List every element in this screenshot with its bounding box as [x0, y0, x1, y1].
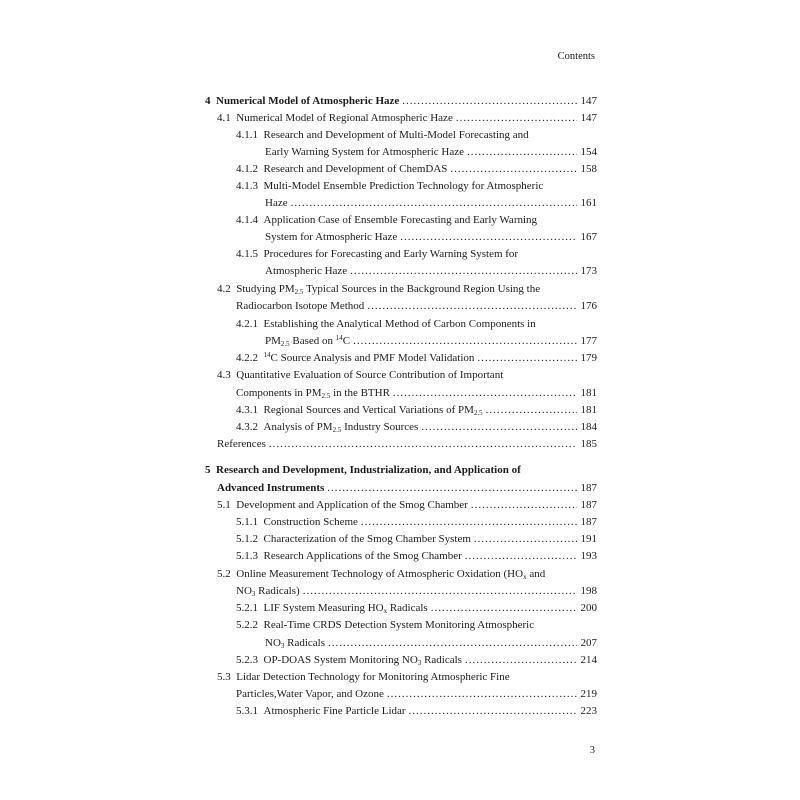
toc-entry[interactable] [236, 246, 597, 262]
toc-page: 187 [580, 499, 597, 511]
toc-entry-continuation[interactable] [265, 333, 597, 349]
toc-title: Radiocarbon Isotope Method [236, 300, 365, 312]
toc-title: Characterization of the Smog Chamber System [263, 533, 471, 545]
leader-dots [387, 686, 577, 702]
toc-entry-continuation[interactable] [217, 480, 597, 496]
leader-dots [465, 652, 577, 668]
toc-page: 185 [580, 438, 597, 450]
toc-entry[interactable] [236, 402, 597, 418]
toc-number: 4.3.2 [236, 421, 258, 433]
toc-number: 5.1.3 [236, 550, 258, 562]
page-number: 3 [589, 745, 595, 756]
toc-number: 4.1.5 [236, 248, 258, 260]
toc-entry[interactable] [217, 497, 597, 513]
toc-title: Atmospheric Fine Particle Lidar [263, 705, 406, 717]
leader-dots [402, 93, 576, 109]
leader-dots [486, 402, 577, 418]
toc-entry[interactable] [236, 548, 597, 564]
toc-page: 193 [580, 550, 597, 562]
toc-number: 4.2 [217, 283, 231, 295]
toc-title: Components in $PM_{2.5}$ in the BTHR [236, 387, 390, 400]
toc-entry[interactable] [236, 350, 597, 366]
toc-number: 4.1.3 [236, 180, 258, 192]
toc-page: 179 [580, 352, 597, 364]
leader-dots [361, 514, 577, 530]
leader-dots [421, 419, 576, 435]
leader-dots [400, 229, 576, 245]
leader-dots [467, 144, 577, 160]
leader-dots [269, 436, 577, 452]
toc-title: Numerical Model of Regional Atmospheric Haze [236, 112, 453, 124]
toc-entry-continuation[interactable] [236, 583, 597, 599]
toc-page: 147 [580, 112, 597, 124]
toc-number: 4.3.1 [236, 404, 258, 416]
leader-dots [393, 385, 577, 401]
toc-page: 173 [580, 265, 597, 277]
toc-number: 5.1 [217, 499, 231, 511]
toc-title: Particles,Water Vapor, and Ozone [236, 688, 384, 700]
toc-number: 5.1.1 [236, 516, 258, 528]
toc-title: System for Atmospheric Haze [265, 231, 398, 243]
toc-entry-continuation[interactable] [236, 385, 597, 401]
toc-title: References [217, 438, 266, 450]
toc-page: 181 [580, 387, 597, 399]
toc-title: Haze [265, 197, 288, 209]
toc-entry[interactable] [236, 178, 597, 194]
toc-entry[interactable] [205, 462, 597, 478]
toc-title: $^{14}$C Source Analysis and PMF Model Validation [263, 351, 475, 364]
toc-title: Multi-Model Ensemble Prediction Technology for Atmospheric [263, 180, 544, 192]
toc-page: 191 [580, 533, 597, 545]
toc-entry[interactable] [217, 566, 597, 582]
toc-title: Studying $PM_{2.5}$ Typical Sources in the Background Region Using the [236, 283, 541, 296]
toc-title: Application Case of Ensemble Forecasting and Early Warning [263, 214, 538, 226]
toc-entry[interactable] [236, 212, 597, 228]
toc-page: 187 [580, 516, 597, 528]
toc-title: Construction Scheme [263, 516, 358, 528]
toc-page: 181 [580, 404, 597, 416]
toc-title: Early Warning System for Atmospheric Haze [265, 146, 464, 158]
toc-number: 5 [205, 464, 211, 476]
toc-page: 223 [580, 705, 597, 717]
toc-entry[interactable] [217, 110, 597, 126]
toc-title: OP-DOAS System Monitoring $NO_3$ Radicals [263, 654, 462, 667]
leader-dots [350, 263, 576, 279]
toc-entry[interactable] [236, 514, 597, 530]
toc-title: Research Applications of the Smog Chamber [263, 550, 462, 562]
toc-entry[interactable] [236, 600, 597, 616]
toc-entry[interactable] [217, 281, 597, 297]
toc-title: Procedures for Forecasting and Early Warning System for [263, 248, 519, 260]
toc-entry[interactable] [205, 93, 597, 109]
toc-title: Online Measurement Technology of Atmospheric Oxidation ($HO_x$ and [236, 568, 546, 581]
toc-number: 4.1.4 [236, 214, 258, 226]
toc-title: $NO_3$ Radicals) [236, 585, 300, 598]
toc-page: 158 [580, 163, 597, 175]
toc-page: 184 [580, 421, 597, 433]
toc-title: Development and Application of the Smog Chamber [236, 499, 468, 511]
toc-entry[interactable] [217, 367, 597, 383]
toc-title: Establishing the Analytical Method of Carbon Components in [263, 318, 536, 330]
toc-page: 187 [580, 482, 597, 494]
toc-page: 177 [580, 335, 597, 347]
toc-page: 147 [580, 95, 597, 107]
toc-title: Quantitative Evaluation of Source Contribution of Important [236, 369, 504, 381]
leader-dots [291, 195, 577, 211]
toc-entry-continuation[interactable] [265, 229, 597, 245]
toc-entry[interactable] [236, 161, 597, 177]
toc-entry-continuation[interactable] [236, 298, 597, 314]
leader-dots [471, 497, 577, 513]
toc-number: 5.3 [217, 671, 231, 683]
toc-number: 4.2.2 [236, 352, 258, 364]
toc-title: Research and Development of ChemDAS [263, 163, 448, 175]
toc-title: Lidar Detection Technology for Monitoring Atmospheric Fine [236, 671, 510, 683]
toc-number: 4.1.2 [236, 163, 258, 175]
toc-entry-continuation[interactable] [265, 635, 597, 651]
toc-title: Research and Development, Industrialization, and Application of [216, 464, 521, 476]
toc-title: LIF System Measuring $HO_x$ Radicals [263, 602, 428, 615]
toc-entry-continuation[interactable] [265, 195, 597, 211]
toc-title: Analysis of $PM_{2.5}$ Industry Sources [263, 421, 419, 434]
toc-entry-continuation[interactable] [265, 263, 597, 279]
toc-title: Real-Time CRDS Detection System Monitoring Atmospheric [263, 619, 535, 631]
leader-dots [465, 548, 577, 564]
toc-number: 4.3 [217, 369, 231, 381]
toc-page: 198 [580, 585, 597, 597]
toc-entry[interactable] [236, 419, 597, 435]
leader-dots [353, 333, 576, 349]
leader-dots [327, 480, 576, 496]
toc-title: Regional Sources and Vertical Variations of $PM_{2.5}$ [263, 404, 483, 417]
leader-dots [367, 298, 576, 314]
toc-number: 4.2.1 [236, 318, 258, 330]
toc-number: 4.1.1 [236, 129, 258, 141]
toc-title: $PM_{2.5}$ Based on $^{14}$C [265, 334, 351, 348]
leader-dots [474, 531, 577, 547]
toc-title: Numerical Model of Atmospheric Haze [216, 95, 400, 107]
toc-entry-continuation[interactable] [265, 144, 597, 160]
leader-dots [477, 350, 576, 366]
toc-number: 5.2.2 [236, 619, 258, 631]
toc-number: 5.2 [217, 568, 231, 580]
toc-number: 5.2.1 [236, 602, 258, 614]
toc-entry[interactable] [236, 127, 597, 143]
toc-page: 219 [580, 688, 597, 700]
toc-number: 4 [205, 95, 211, 107]
toc-page: 214 [580, 654, 597, 666]
toc-title: Research and Development of Multi-Model Forecasting and [263, 129, 529, 141]
toc-title: $NO_3$ Radicals [265, 637, 326, 650]
toc-number: 5.1.2 [236, 533, 258, 545]
leader-dots [456, 110, 577, 126]
toc-entry-continuation[interactable] [236, 686, 597, 702]
toc-number: 4.1 [217, 112, 231, 124]
leader-dots [431, 600, 577, 616]
leader-dots [409, 703, 577, 719]
toc-entry[interactable] [236, 316, 597, 332]
toc-entry[interactable] [236, 703, 597, 719]
leader-dots [328, 635, 576, 651]
toc-title: Advanced Instruments [217, 482, 325, 494]
toc-entry[interactable] [236, 531, 597, 547]
toc-page: 167 [580, 231, 597, 243]
toc-page: 200 [580, 602, 597, 614]
toc-entry-references[interactable] [217, 436, 597, 452]
toc-title: Atmospheric Haze [265, 265, 348, 277]
toc-page: 161 [580, 197, 597, 209]
toc-entry[interactable] [217, 669, 597, 685]
toc-page: 207 [580, 637, 597, 649]
toc-entry[interactable] [236, 652, 597, 668]
toc-page: 176 [580, 300, 597, 312]
leader-dots [303, 583, 577, 599]
leader-dots [450, 161, 576, 177]
toc-entry[interactable] [236, 617, 597, 633]
toc-number: 5.3.1 [236, 705, 258, 717]
toc-page: 154 [580, 146, 597, 158]
toc-number: 5.2.3 [236, 654, 258, 666]
running-header: Contents [557, 51, 595, 62]
